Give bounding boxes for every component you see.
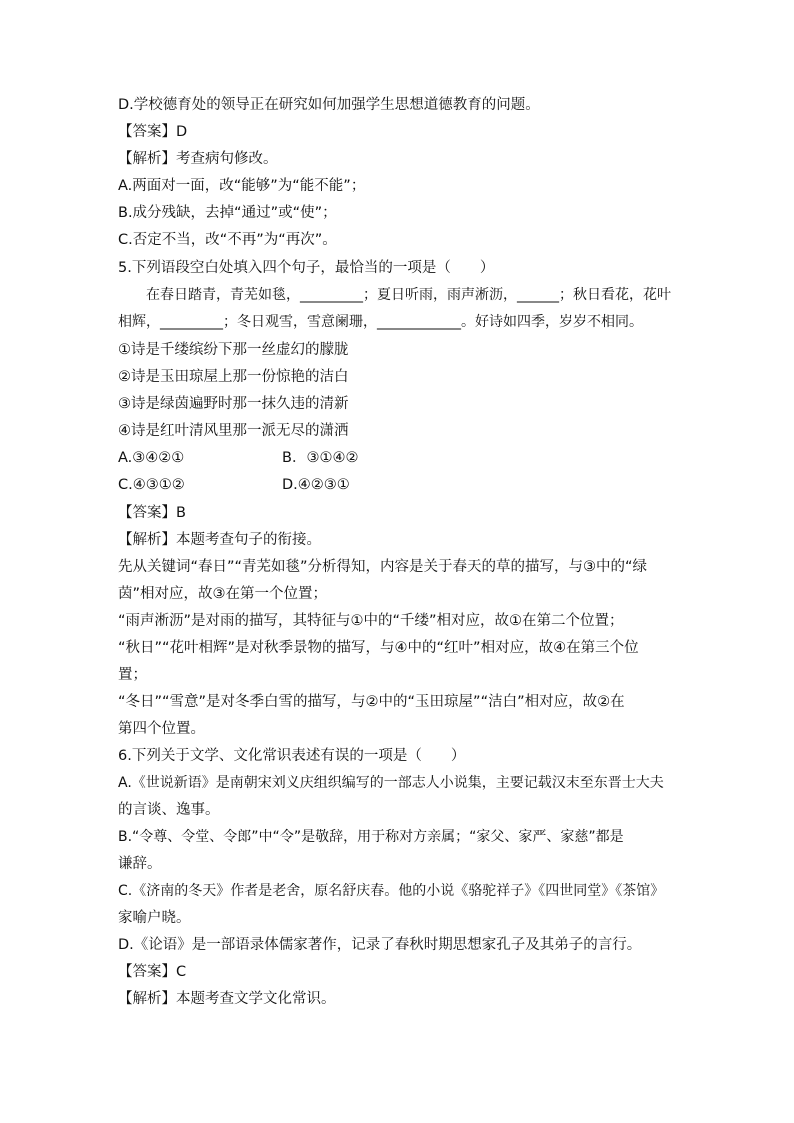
q6-answer: 【答案】C	[118, 964, 187, 980]
q5-passage-line-2: 相辉，_________；冬日观雪，雪意阑珊，____________。好诗如四季，岁岁不相同。	[118, 314, 643, 330]
q6-option-d: D.《论语》是一部语录体儒家著作，记录了春秋时期思想家孔子及其弟子的言行。	[118, 937, 642, 953]
q6-option-b-line-1: B.“令尊、令堂、令郎”中“令”是敬辞，用于称对方亲属；“家父、家严、家慈”都是	[118, 829, 624, 845]
q6-option-b-line-2: 谦辞。	[118, 856, 162, 872]
q6-option-a-line-2: 的言谈、逸事。	[118, 802, 220, 818]
q5-analysis-1a: 先从关键词“春日”“青芜如毯”分析得知，内容是关于春天的草的描写，与③中的“绿	[118, 559, 648, 575]
q5-option-b: B．③①④②	[282, 450, 359, 466]
q5-analysis-4b: 第四个位置。	[118, 721, 205, 737]
q5-option-a: A.③④②①	[118, 450, 185, 466]
q5-analysis-3b: 置；	[118, 667, 147, 683]
q5-item-1: ①诗是千缕缤纷下那一丝虚幻的朦胧	[118, 342, 349, 358]
q5-item-3: ③诗是绿茵遍野时那一抹久违的清新	[118, 396, 349, 412]
q5-analysis-3a: “秋日”“花叶相辉”是对秋季景物的描写，与④中的“红叶”相对应，故④在第三个位	[118, 640, 639, 656]
q5-analysis-2: “雨声淅沥”是对雨的描写，其特征与①中的“千缕”相对应，故①在第二个位置；	[118, 613, 624, 629]
q4-answer: 【答案】D	[118, 124, 188, 140]
q5-analysis-1b: 茵”相对应，故③在第一个位置；	[118, 586, 328, 602]
q4-option-d: D.学校德育处的领导正在研究如何加强学生思想道德教育的问题。	[118, 97, 540, 113]
q6-option-c-line-2: 家喻户晓。	[118, 910, 191, 926]
q6-option-c-line-1: C.《济南的冬天》作者是老舍，原名舒庆春。他的小说《骆驼祥子》《四世同堂》《茶馆》	[118, 883, 665, 899]
q5-option-c: C.④③①②	[118, 477, 185, 493]
q5-answer: 【答案】B	[118, 505, 186, 521]
q4-analysis-c: C.否定不当，改“不再”为“再次”。	[118, 232, 337, 248]
q5-stem: 5.下列语段空白处填入四个句子，最恰当的一项是（ ）	[118, 260, 495, 276]
q6-analysis-title: 【解析】本题考查文学文化常识。	[118, 991, 336, 1007]
q6-stem: 6.下列关于文学、文化常识表述有误的一项是（ ）	[118, 748, 466, 764]
q5-passage-line-1: 在春日踏青，青芜如毯，_________；夏日听雨，雨声淅沥，______；秋日看花，花叶	[146, 287, 671, 303]
q5-analysis-title: 【解析】本题考查句子的衔接。	[118, 532, 321, 548]
q5-option-d: D.④②③①	[282, 477, 350, 493]
q4-analysis-b: B.成分残缺，去掉“通过”或“使”；	[118, 205, 337, 221]
q5-item-2: ②诗是玉田琼屋上那一份惊艳的洁白	[118, 369, 349, 385]
q5-item-4: ④诗是红叶清风里那一派无尽的潇洒	[118, 423, 349, 439]
q5-analysis-4a: “冬日”“雪意”是对冬季白雪的描写，与②中的“玉田琼屋”“洁白”相对应，故②在	[118, 694, 625, 710]
q4-analysis-title: 【解析】考查病句修改。	[118, 151, 278, 167]
q4-analysis-a: A.两面对一面，改“能够”为“能不能”；	[118, 178, 366, 194]
q6-option-a-line-1: A.《世说新语》是南朝宋刘义庆组织编写的一部志人小说集，主要记载汉末至东晋士大夫	[118, 775, 664, 791]
